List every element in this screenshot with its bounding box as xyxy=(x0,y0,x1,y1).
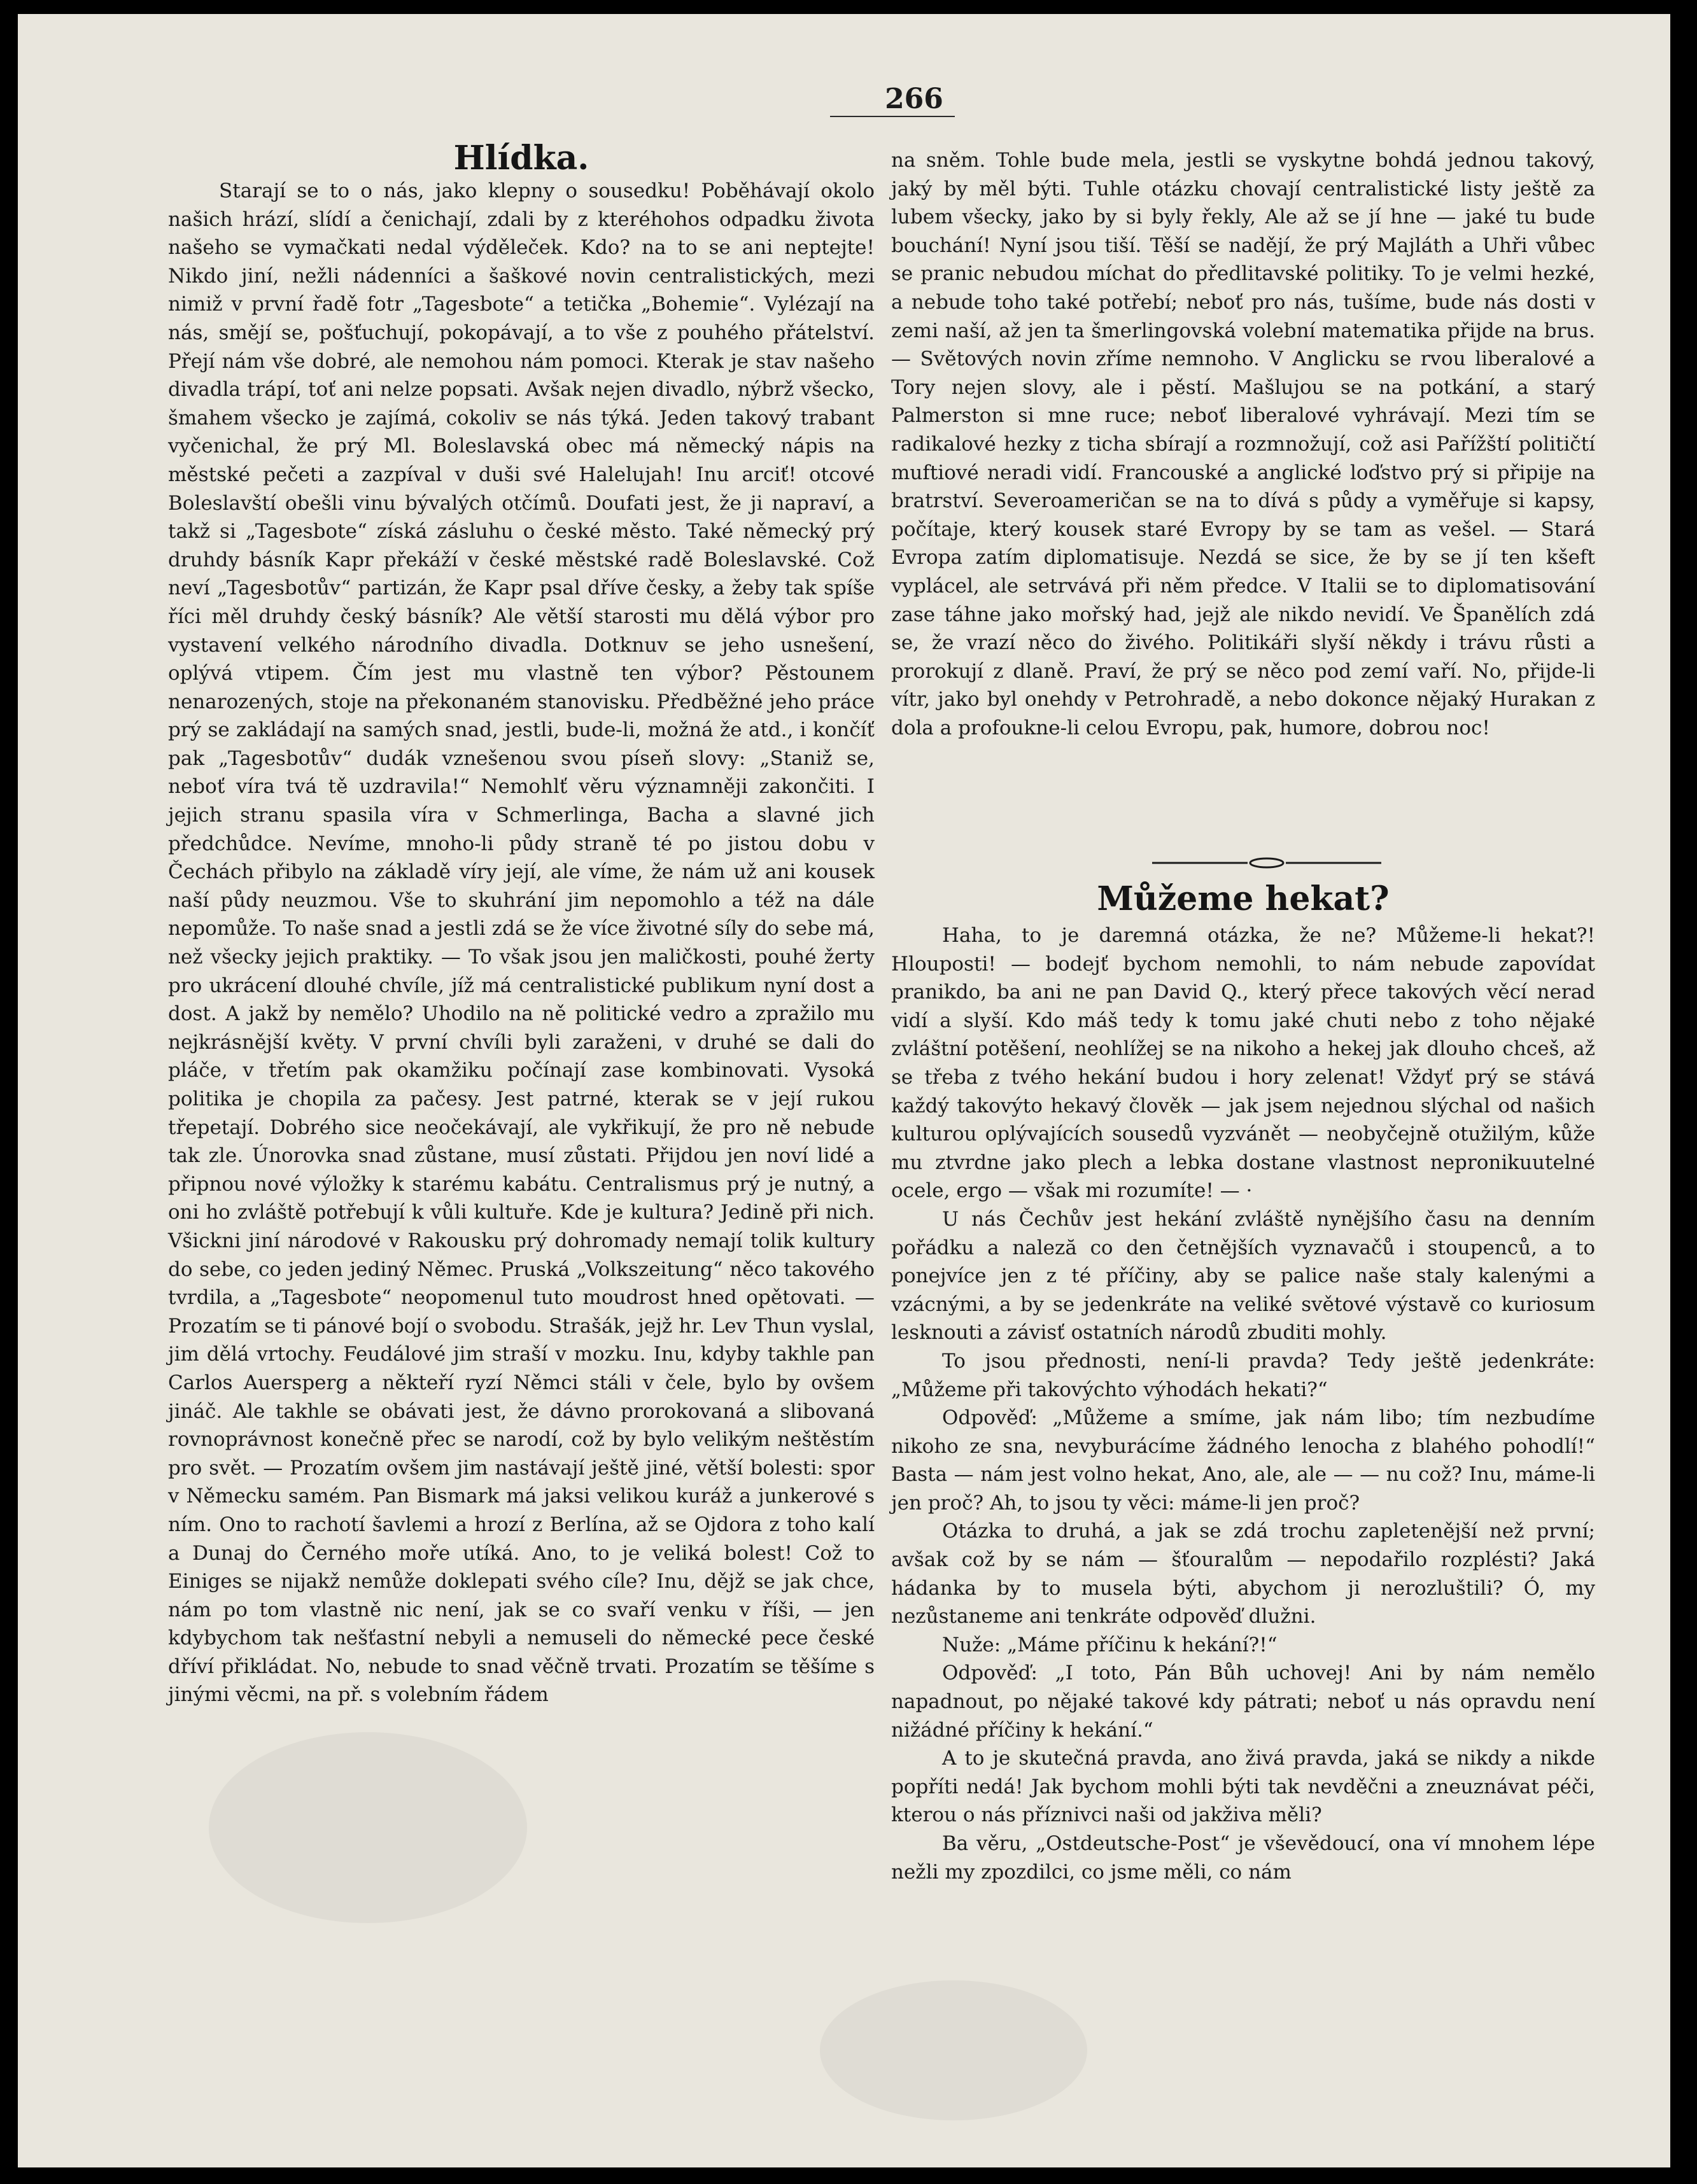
article-body-right-column-bottom xyxy=(891,921,1595,1886)
page-number-rule xyxy=(830,116,955,117)
article-title-hlidka: Hlídka. xyxy=(453,139,589,178)
article-paragraph: Haha, to je daremná otázka, že ne? Můžeme-li hekat?! Hlouposti! — bodejť bychom nemohli, to nám nebude zapovídat pranikdo, ba ani ne pan David Q., který přece takových věcí nerad vidí a slyší. Kdo máš tedy k tomu jaké chuti nebo z toho nějaké zvláštní potěšení, neohlížej se na nikoho a hekej jak dlouho chceš, až se třeba z tvého hekání budou i hory zelenat! Vždyť prý se stává každý takovýto hekavý člověk — jak jsem nejednou slýchal od našich kulturou oplývajících sousedů vyzvánět — neobyčejně otužilým, kůže mu ztvrdne jako plech a lebka dostane vlastnost nepronikuutelné ocele, ergo — však mi rozumíte! — · xyxy=(891,924,1595,1203)
article-body-left-column xyxy=(168,177,875,1709)
article-paragraph: To jsou přednosti, není-li pravda? Tedy ještě jedenkráte: „Můžeme při takovýchto výhodách hekati?“ xyxy=(891,1349,1595,1401)
article-paragraph: na sněm. Tohle bude mela, jestli se vyskytne bohdá jednou takový, jaký by měl býti. Tuhle otázku chovají centralistické listy ještě za lubem všecky, jako by si byly řekly, Ale až se jí hne — jaké tu bude bouchání! Nyní jsou tiší. Těší se nadějí, že prý Majláth a Uhři vůbec se pranic nebudou míchat do předlitavské politiky. To je velmi hezké, a nebude toho také potřebí; neboť pro nás, tušíme, bude nás dosti v zemi naší, až jen ta šmerlingovská volební matematika přijde na brus. — Světových novin zříme nemnoho. V Anglicku se rvou liberalové a Tory nejen slovy, ale i pěstí. Mašlujou se na potkání, a starý Palmerston si mne ruce; neboť liberalové vyhrávají. Mezi tím se radikalové hezky z ticha sbírají a rozmnožují, což asi Pařížští političtí muftiové neradi vidí. Francouské a anglické loďstvo prý si připije na bratrství. Severoameričan se na to dívá s půdy a vyměřuje si kapsy, počítaje, který kousek staré Evropy by se tam as vešel. — Stará Evropa zatím diplomatisuje. Nezdá se sice, že by se jí ten kšeft vyplácel, ale setrvává při něm předce. V Italii se to diplomatisování zase táhne jako mořský had, jejž ale nikdo nevidí. Ve Španělích zdá se, že vrazí něco do živého. Politikáři slyší někdy i trávu růsti a prorokují z dlaně. Praví, že prý se něco pod zemí vaří. No, přijde-li vítr, jako byl onehdy v Petrohradě, a nebo dokonce nějaký Hurakan z dola a profoukne-li celou Evropu, pak, humore, dobrou noc! xyxy=(891,149,1595,739)
paper-stain xyxy=(209,1732,527,1923)
page-number: 266 xyxy=(885,83,943,115)
article-paragraph: Odpověď: „Můžeme a smíme, jak nám libo; tím nezbudíme nikoho ze sna, nevyburácíme žádného lenocha z blahého pohodlí!“ Basta — nám jest volno hekat, Ano, ale, ale — — nu což? Inu, máme-li jen proč? Ah, to jsou ty věci: máme-li jen proč? xyxy=(891,1406,1595,1515)
article-paragraph: A to je skutečná pravda, ano živá pravda, jaká se nikdy a nikde popříti nedá! Jak bychom mohli býti tak nevděčni a zneuznávat péči, kterou o nás příznivci naši od jakživa měli? xyxy=(891,1747,1595,1827)
article-paragraph: Starají se to o nás, jako klepny o sousedku! Poběhávají okolo našich hrází, slídí a čenichají, zdali by z kteréhohos odpadku života našeho se vymačkati nedal výděleček. Kdo? na to se ani neptejte! Nikdo jiní, nežli nádenníci a šaškové novin centralistických, mezi nimiž v první řadě fotr „Tagesbote“ a tetička „Bohemie“. Vylézají na nás, smějí se, pošťuchují, pokopávají, a to vše z pouhého přátelství. Přejí nám vše dobré, ale nemohou nám pomoci. Kterak je stav našeho divadla trápí, toť ani nelze popsati. Avšak nejen divadlo, nýbrž všecko, šmahem všecko je zajímá, cokoliv se nás týká. Jeden takový trabant vyčenichal, že prý Ml. Boleslavská obec má německý nápis na městské pečeti a zazpíval v duši své Halelujah! Inu arciť! otcové Boleslavští obešli vinu bývalých otčímů. Doufati jest, že ji napraví, a takž si „Tagesbote“ získá zásluhu o české město. Také německý prý druhdy básník Kapr překáží v české městské radě Boleslavské. Což neví „Tagesbotův“ partizán, že Kapr psal dříve česky, a žeby tak spíše říci měl druhdy český básník? Ale větší starosti mu dělá výbor pro vystavení velkého národního divadla. Dotknuv se jeho usnešení, oplývá vtipem. Čím jest mu vlastně ten výbor? Pěstounem nenarozených, stoje na překonaném stanovisku. Předběžné jeho práce prý se zakládají na samých snad, jestli, bude-li, možná že atd., i končíť pak „Tagesbotův“ dudák vznešenou svou píseň slovy: „Staniž se, neboť víra tvá tě uzdravila!“ Nemohlť věru významněji zakončiti. I jejich stranu spasila víra v Schmerlinga, Bacha a slavné jich předchůdce. Nevíme, mnoho-li půdy straně té po jistou dobu v Čechách přibylo na základě víry její, ale víme, že nám už ani kousek naší půdy neuzmou. Vše to skuhrání jim nepomohlo a též na dále nepomůže. To naše snad a jestli zdá se že více životné síly do sebe má, než všecky jejich praktiky. — To však jsou jen maličkosti, pouhé žerty pro ukrácení dlouhé chvíle, jíž má centralistické publikum nyní dost a dost. A jakž by nemělo? Uhodilo na ně politické vedro a zpražilo mu nejkrásnější květy. V první chvíli byli zaraženi, v druhé se dali do pláče, v třetím pak okamžiku počínají zase kombinovati. Vysoká politika je chopila za pačesy. Jest patrné, kterak se v její rukou třepetají. Dobrého sice neočekávají, ale vykřikují, že pro ně nebude tak zle. Únorovka snad zůstane, musí zůstati. Přijdou jen noví lidé a připnou nové výložky k starému kabátu. Centralismus prý je nutný, a oni ho zvláště potřebují k vůli kultuře. Kde je kultura? Jedině při nich. Všickni jiní národové v Rakousku prý dohromady nemají tolik kultury do sebe, co jeden jediný Němec. Pruská „Volkszeitung“ něco takového tvrdila, a „Tagesbote“ neopomenul tuto moudrost hned opětovati. — Prozatím se ti pánové bojí o svobodu. Strašák, jejž hr. Lev Thun vyslal, jim dělá vrtochy. Feudálové jim straší v mozku. Inu, kdyby takhle pan Carlos Auersperg a někteří ryzí Němci stáli v čele, bylo by ovšem jináč. Ale takhle se obávati jest, že dávno prorokovaná a slibovaná rovnoprávnost konečně přec se narodí, což by bylo velikým neštěstím pro svět. — Prozatím ovšem jim nastávají ještě jiné, větší bolesti: spor v Německu samém. Pan Bismark má jaksi velikou kuráž a junkerové s ním. Ono to rachotí šavlemi a hrozí z Berlína, až se Ojdora z toho kalí a Dunaj do Černého moře utíká. Ano, to je veliká bolest! Což to Einiges se nijakž nemůže doklepati svého cíle? Inu, dějž se jak chce, nám po tom vlastně nic není, jak se co svaří venku v říši, — jen kdybychom tak nešťastní nebyli a nemuseli do německé pece české dříví přikládat. No, nebude to snad věčně trvati. Prozatím se těšíme s jinými věcmi, na př. s volebním řádem xyxy=(168,179,875,1707)
newspaper-page xyxy=(18,14,1670,2167)
article-paragraph: U nás Čechův jest hekání zvláště nynějšího času na denním pořádku a naleză co den četnějších vyznavačů i stoupenců, a to ponejvíce jen z té příčiny, aby se palice naše staly kalenými a vzácnými, a by se jedenkráte na veliké světové výstavě co kuriosum lesknouti a závisť ostatních národů zbuditi mohly. xyxy=(891,1207,1595,1345)
article-body-right-column-top xyxy=(891,146,1595,742)
article-paragraph: Ba věru, „Ostdeutsche-Post“ je vševědoucí, ona ví mnohem lépe nežli my zpozdilci, co jsme měli, co nám xyxy=(891,1832,1595,1884)
article-paragraph: Nuže: „Máme příčinu k hekání?!“ xyxy=(942,1633,1278,1656)
section-divider-ornament xyxy=(1152,855,1381,871)
article-title-muzeme-hekat: Můžeme hekat? xyxy=(1097,879,1390,918)
article-paragraph: Odpověď: „I toto, Pán Bůh uchovej! Ani by nám nemělo napadnout, po nějaké takové kdy pátrati; neboť u nás opravdu není nižádné příčiny k hekání.“ xyxy=(891,1662,1595,1742)
article-paragraph: Otázka to druhá, a jak se zdá trochu zapletenější než první; avšak což by se nám — šťouralům — nepodařilo rozplésti? Jaká hádanka by to musela býti, abychom ji nerozluštili? Ó, my nezůstaneme ani tenkráte odpověď dlužni. xyxy=(891,1520,1595,1628)
paper-stain xyxy=(820,1980,1087,2120)
